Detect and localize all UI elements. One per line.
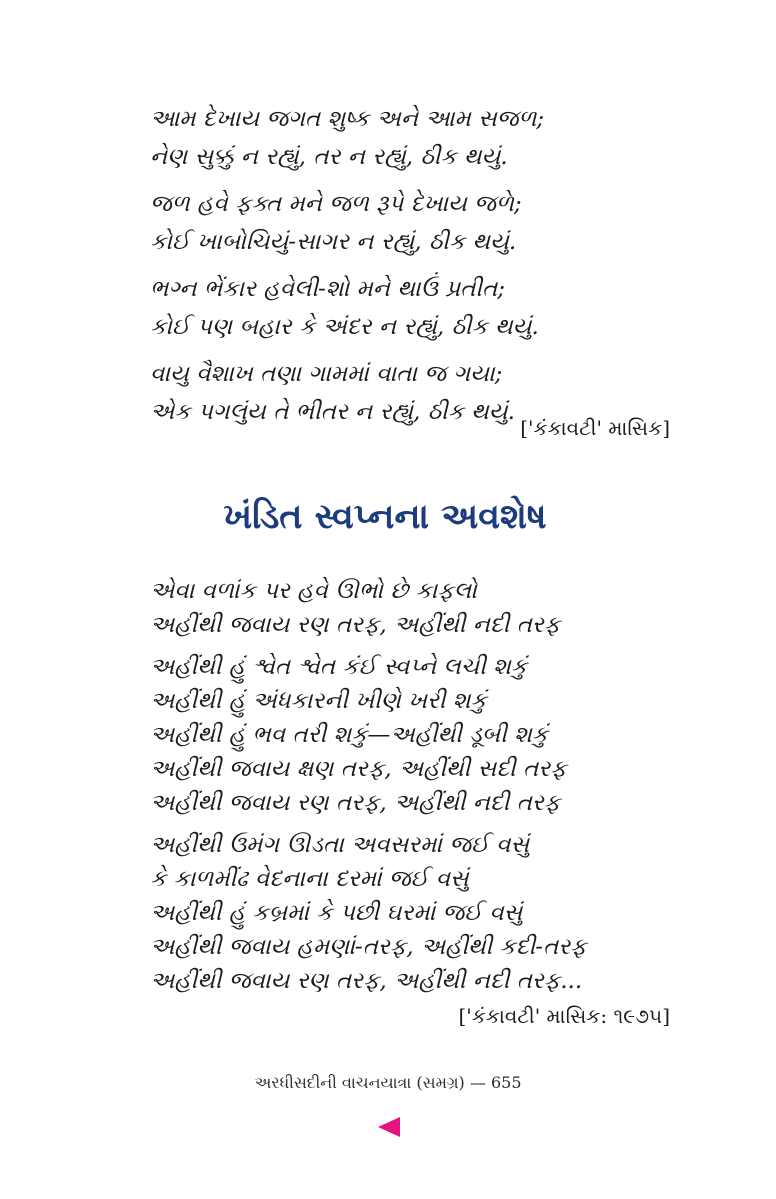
- poem-1-attribution: ['કંકાવટી' માસિક]: [520, 416, 670, 440]
- poem-2-stanza-3: [150, 828, 587, 998]
- poem-line: અહીંથી હું શ્વેત શ્વેત કંઈ સ્વપ્ને લચી શકું: [150, 654, 528, 680]
- poem-2-title: ખંડિત સ્વપ્નના અવશેષ: [223, 497, 547, 537]
- poem-2-stanza-2: [150, 650, 587, 820]
- left-triangle-icon: [378, 1117, 400, 1137]
- poem-line: અહીંથી જવાય હમણાં-તરફ, અહીંથી કદી-તરફ: [150, 934, 587, 960]
- poem-line: એક પગલુંય તે ભીતર ન રહ્યું, ઠીક થયું.: [150, 399, 515, 425]
- poem-line: ભગ્ન ભેંકાર હવેલી-શો મને થાઉં પ્રતીત;: [150, 276, 505, 302]
- poem-1-stanza-3: [150, 270, 544, 346]
- poem-line: અહીંથી જવાય ક્ષણ તરફ, અહીંથી સદી તરફ: [150, 756, 567, 782]
- poem-2-attribution: ['કંકાવટી' માસિક: ૧૯૭૫]: [458, 1004, 670, 1028]
- poem-line: અહીંથી હું કબ્રમાં કે પછી ઘરમાં જઈ વસું: [150, 900, 523, 926]
- poem-line: કોઈ પણ બહાર કે અંદર ન રહ્યું, ઠીક થયું.: [150, 314, 539, 340]
- poem-line: અહીંથી હું અંધકારની ખીણે ખરી શકું: [150, 688, 487, 714]
- poem-1: [150, 100, 544, 440]
- poem-line: જળ હવે ફક્ત મને જળ રૂપે દેખાય જળે;: [150, 191, 522, 217]
- poem-line: કે કાળમીંઢ વેદનાના દરમાં જઈ વસું: [150, 866, 469, 892]
- poem-1-stanza-4: [150, 355, 544, 431]
- poem-line: નેણ સુક્કું ન રહ્યું, તર ન રહ્યું, ઠીક થયું.: [150, 144, 508, 170]
- poem-1-stanza-1: [150, 100, 544, 176]
- poem-line: આમ દેખાય જગત શુષ્ક અને આમ સજળ;: [150, 106, 545, 132]
- poem-2: [150, 574, 587, 1006]
- poem-2-stanza-1: [150, 574, 587, 642]
- poem-line: એવા વળાંક પર હવે ઊભો છે કાફલો: [150, 578, 477, 604]
- poem-line: અહીંથી જવાય રણ તરફ, અહીંથી નદી તરફ: [150, 612, 561, 638]
- page-footer: અરધીસદીની વાચનયાત્રા (સમગ્ર) — 655: [254, 1073, 522, 1092]
- poem-line: અહીંથી ઉમંગ ઊડતા અવસરમાં જઈ વસું: [150, 832, 530, 858]
- poem-line: અહીંથી જવાય રણ તરફ, અહીંથી નદી તરફ: [150, 790, 561, 816]
- poem-line: અહીંથી હું ભવ તરી શકું—અહીંથી ડૂબી શકું: [150, 722, 549, 748]
- poem-line: કોઈ ખાબોચિયું-સાગર ન રહ્યું, ઠીક થયું.: [150, 229, 517, 255]
- poem-line: વાયુ વૈશાખ તણા ગામમાં વાતા જ ગયા;: [150, 361, 503, 387]
- poem-line: અહીંથી જવાય રણ તરફ, અહીંથી નદી તરફ...: [150, 968, 583, 994]
- poem-1-stanza-2: [150, 185, 544, 261]
